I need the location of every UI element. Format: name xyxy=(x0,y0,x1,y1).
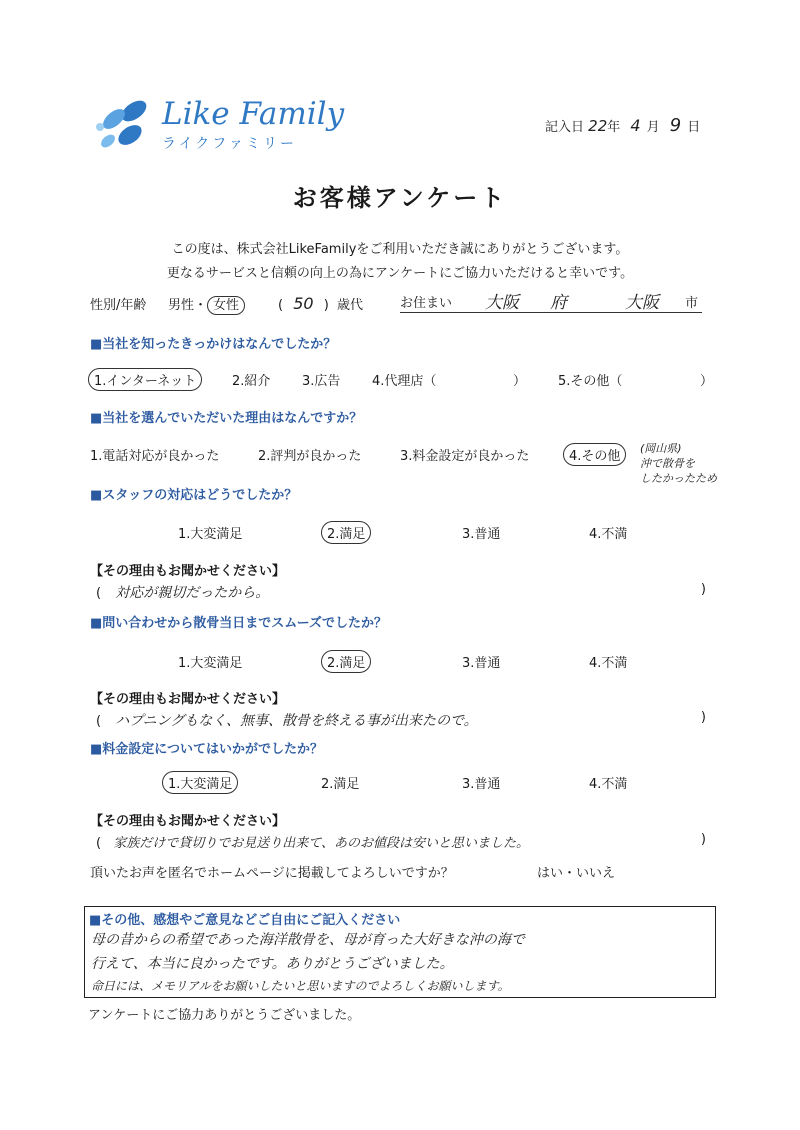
q1-option-agency[interactable]: 4.代理店（ xyxy=(372,374,437,389)
q5-option-very-satisfied-circled[interactable]: 1.大変満足 xyxy=(162,771,238,794)
q3-reason-text: 対応が親切だったから。 xyxy=(115,585,270,601)
q5-option-satisfied[interactable]: 2.満足 xyxy=(321,777,360,792)
q3-reason-label: 【その理由もお聞かせください】 xyxy=(90,564,286,579)
gender-age-label: 性別/年齢 xyxy=(90,298,147,313)
q4-option-very-satisfied[interactable]: 1.大変満足 xyxy=(178,656,243,671)
date-month: 4 xyxy=(630,116,641,135)
intro-line-1: この度は、株式会社LikeFamilyをご利用いただき誠にありがとうございます。 xyxy=(171,242,629,257)
q5-reason-open: ( xyxy=(96,836,102,851)
logo-leaf-icon xyxy=(90,97,156,157)
intro-line-2: 更なるサービスと信頼の向上の為にアンケートにご協力いただけると幸いです。 xyxy=(166,266,634,281)
comments-heading: ■その他、感想やご意見などご自由にご記入ください xyxy=(89,913,401,928)
date-month-unit: 月 xyxy=(646,120,660,135)
q1-agency-close: ） xyxy=(513,374,527,389)
q3-reason-open: ( xyxy=(96,586,102,601)
q3-option-satisfied-circled[interactable]: 2.満足 xyxy=(321,521,371,544)
q2-other-note xyxy=(640,441,717,486)
logo-text: Like Family xyxy=(162,96,345,132)
date-day: 9 xyxy=(669,115,682,136)
age-unit: 歳代 xyxy=(336,298,363,313)
gender-male[interactable]: 男性 xyxy=(168,298,195,313)
date-label: 記入日 xyxy=(545,120,585,135)
address-pref: 大阪 xyxy=(485,293,519,313)
q5-reason-field[interactable] xyxy=(96,832,706,851)
age-open: ( xyxy=(278,298,284,313)
q4-reason-text: ハプニングもなく、無事、散骨を終える事が出来たので。 xyxy=(115,713,478,729)
q2-option-price[interactable]: 3.料金設定が良かった xyxy=(400,449,530,464)
q4-heading: ■問い合わせから散骨当日までスムーズでしたか？ xyxy=(90,616,387,631)
q3-heading: ■スタッフの対応はどうでしたか？ xyxy=(90,488,298,503)
q4-reason-open: ( xyxy=(96,714,102,729)
q2-note-line-1: (岡山県) xyxy=(640,442,682,455)
q3-option-very-satisfied[interactable]: 1.大変満足 xyxy=(178,527,243,542)
gender-separator: ・ xyxy=(194,298,208,313)
age-field[interactable] xyxy=(278,294,363,313)
address-unit: 市 xyxy=(685,296,699,311)
q5-option-dissatisfied[interactable]: 4.不満 xyxy=(589,777,628,792)
q1-option-referral[interactable]: 2.紹介 xyxy=(232,374,271,389)
q2-heading: ■当社を選んでいただいた理由はなんですか？ xyxy=(90,411,363,426)
q4-reason-close: ) xyxy=(700,710,706,725)
gender-options xyxy=(168,294,245,313)
address-mid: 府 xyxy=(550,293,567,313)
q4-reason-label: 【その理由もお聞かせください】 xyxy=(90,692,286,707)
q1-option-other[interactable]: 5.その他（ xyxy=(558,374,623,389)
q1-option-ad[interactable]: 3.広告 xyxy=(302,374,341,389)
q2-option-other-circled[interactable]: 4.その他 xyxy=(563,443,626,466)
address-city: 大阪 xyxy=(625,293,659,313)
date-day-unit: 日 xyxy=(687,120,701,135)
consent-question: 頂いたお声を匿名でホームページに掲載してよろしいですか？ xyxy=(90,866,454,881)
age-close: ) xyxy=(323,298,329,313)
q1-option-internet[interactable]: 1.インターネット xyxy=(88,368,202,391)
date-year-unit: 年 xyxy=(607,120,621,135)
address-label: お住まい xyxy=(400,296,453,311)
gender-female-circled[interactable]: 女性 xyxy=(207,296,245,315)
q2-option-phone[interactable]: 1.電話対応が良かった xyxy=(90,449,220,464)
comment-line-3: 命日には、メモリアルをお願いしたいと思いますのでよろしくお願いします。 xyxy=(91,979,510,993)
q4-option-dissatisfied[interactable]: 4.不満 xyxy=(589,656,628,671)
comments-box[interactable] xyxy=(84,906,716,998)
logo-kana: ライクファミリー xyxy=(162,136,298,152)
q3-reason-close: ) xyxy=(700,582,706,597)
q4-option-neutral[interactable]: 3.普通 xyxy=(462,656,501,671)
q3-reason-field[interactable] xyxy=(96,582,706,602)
q2-option-reputation[interactable]: 2.評判が良かった xyxy=(258,449,362,464)
q1-other-close: ） xyxy=(700,374,714,389)
entry-date xyxy=(545,115,700,136)
date-year: 22 xyxy=(588,117,608,135)
consent-answer[interactable]: はい・いいえ xyxy=(537,866,616,881)
q2-note-line-3: したかったため xyxy=(640,472,717,485)
q5-reason-close: ) xyxy=(700,832,706,847)
comment-line-2: 行えて、本当に良かったです。ありがとうございました。 xyxy=(91,956,454,972)
q5-heading: ■料金設定についてはいかがでしたか？ xyxy=(90,742,324,757)
age-value: 50 xyxy=(293,294,314,313)
q2-note-line-2: 沖で散骨を xyxy=(640,457,695,470)
q4-option-satisfied-circled[interactable]: 2.満足 xyxy=(321,650,371,673)
q5-reason-label: 【その理由もお聞かせください】 xyxy=(90,814,286,829)
page-title: お客様アンケート xyxy=(292,184,508,212)
q5-option-neutral[interactable]: 3.普通 xyxy=(462,777,501,792)
q1-heading: ■当社を知ったきっかけはなんでしたか？ xyxy=(90,337,337,352)
q4-reason-field[interactable] xyxy=(96,710,706,730)
q3-option-dissatisfied[interactable]: 4.不満 xyxy=(589,527,628,542)
q5-reason-text: 家族だけで貸切りでお見送り出来て、あのお値段は安いと思いました。 xyxy=(113,836,529,851)
address-field[interactable] xyxy=(400,292,702,313)
q3-option-neutral[interactable]: 3.普通 xyxy=(462,527,501,542)
comment-line-1: 母の昔からの希望であった海洋散骨を、母が育った大好きな沖の海で xyxy=(91,932,525,948)
footer-thanks: アンケートにご協力ありがとうございました。 xyxy=(88,1008,361,1023)
